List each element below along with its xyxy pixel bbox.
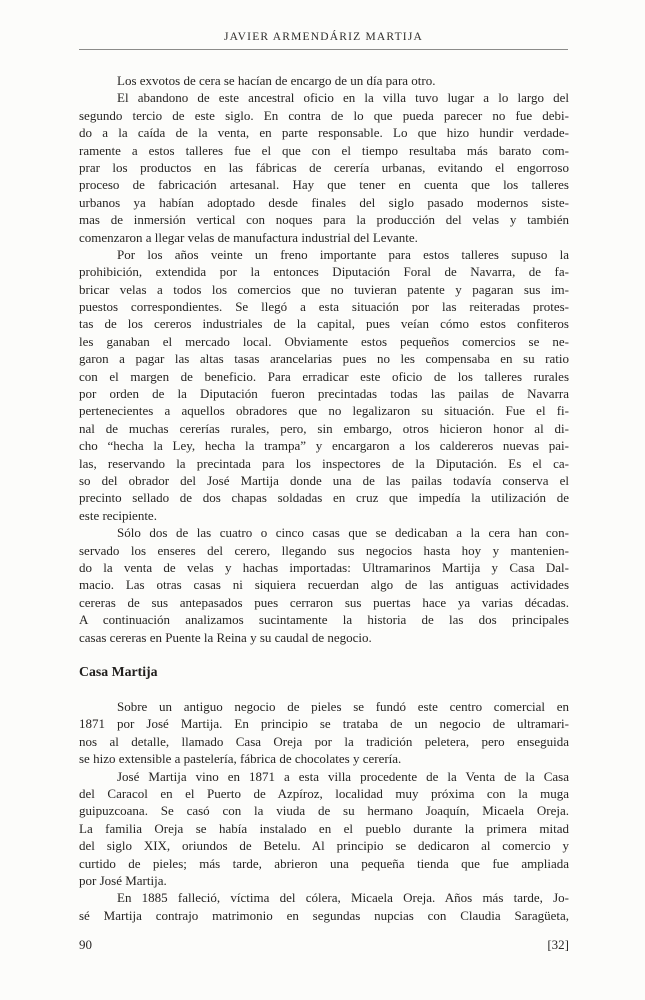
paragraph xyxy=(79,89,569,246)
text-line: José Martija vino en 1871 a esta villa procedente de la Venta de la Casa xyxy=(117,768,569,784)
text-line: precinto sellado de dos chapas soldadas en cruz que impedía la utilización de xyxy=(79,490,569,506)
text-line: do la venta de velas y hachas importadas: Ultramarinos Martija y Casa Dal- xyxy=(79,559,569,575)
text-line: del siglo XIX, oriundos de Betelu. Al principio se dedicaron al comercio y xyxy=(79,838,569,854)
text-line: curtido de pieles; más tarde, abrieron una pequeña tienda que fue ampliada xyxy=(79,855,569,871)
text-line: puestos correspondientes. Se llegó a esta situación por las reiteradas protes- xyxy=(79,299,569,315)
text-line: Por los años veinte un freno importante para estos talleres supuso la xyxy=(117,246,569,262)
text-line: bricar velas a todos los comercios que no tuvieran patente y pagaran sus im- xyxy=(79,281,569,297)
text-line: sé Martija contrajo matrimonio en segundas nupcias con Claudia Saragüeta, xyxy=(79,907,569,923)
page-number: 90 xyxy=(79,937,92,953)
text-line: este recipiente. xyxy=(79,507,157,523)
paragraph xyxy=(79,698,569,768)
paragraph xyxy=(79,246,569,524)
text-line: nal de muchas cererías rurales, pero, sin embargo, otros hicieron honor al di- xyxy=(79,420,569,436)
text-line: les ganaban el mercado local. Obviamente estos pequeños comercios se ne- xyxy=(79,333,569,349)
text-line: proceso de fabricación artesanal. Hay que tener en cuenta que los talleres xyxy=(79,177,569,193)
text-line: Los exvotos de cera se hacían de encargo de un día para otro. xyxy=(117,73,436,88)
text-line: cereras de sus antepasados pues cerraron sus puertas hace ya varias décadas. xyxy=(79,594,569,610)
section-heading: Casa Martija xyxy=(79,664,158,680)
text-line: urbanos ya habían adoptado desde finales del siglo pasado modernos siste- xyxy=(79,194,569,210)
text-line: so del obrador del José Martija donde una de las pailas todavía conserva el xyxy=(79,472,569,488)
paragraph xyxy=(79,72,569,89)
text-line: En 1885 falleció, víctima del cólera, Micaela Oreja. Años más tarde, Jo- xyxy=(117,890,569,906)
text-line: macio. Las otras casas ni siquiera recuerdan algo de las antiguas actividades xyxy=(79,577,569,593)
running-header: JAVIER ARMENDÁRIZ MARTIJA xyxy=(79,0,568,50)
text-line: prohibición, extendida por la entonces Diputación Foral de Navarra, de fa- xyxy=(79,264,569,280)
text-line: por José Martija. xyxy=(79,872,167,888)
text-line: comenzaron a llegar velas de manufactura industrial del Levante. xyxy=(79,229,418,245)
text-line: 1871 por José Martija. En principio se trataba de un negocio de ultramari- xyxy=(79,716,569,732)
text-line: por orden de la Diputación fueron precintadas todas las pailas de Navarra xyxy=(79,386,569,402)
page-footer xyxy=(79,937,569,953)
paragraph xyxy=(79,768,569,890)
text-line: A continuación analizamos sucintamente la historia de las dos principales xyxy=(79,612,569,628)
text-line: mas de inmersión vertical con noques para la producción del velas y también xyxy=(79,212,569,228)
text-line: segundo tercio de este siglo. En contra de lo que pueda parecer no fue debi- xyxy=(79,107,569,123)
text-line: prar los productos en las fábricas de cerería urbanas, evitando el engorroso xyxy=(79,159,569,175)
text-line: cho “hecha la Ley, hecha la trampa” y encargaron a los caldereros nuevas pai- xyxy=(79,438,569,454)
text-line: El abandono de este ancestral oficio en la villa tuvo lugar a lo largo del xyxy=(117,90,569,106)
text-line: tas de los cereros industriales de la capital, pues veían cómo estos confiteros xyxy=(79,316,569,332)
text-line: servado los enseres del cerero, llegando sus negocios hasta hoy y mantenien- xyxy=(79,542,569,558)
text-line: del Caracol en el Puerto de Azpíroz, localidad muy próxima con la muga xyxy=(79,786,569,802)
text-line: Sólo dos de las cuatro o cinco casas que se dedicaban a la cera han con- xyxy=(117,525,569,541)
text-line: con el margen de beneficio. Para erradicar este oficio de los talleres rurales xyxy=(79,368,569,384)
text-line: do a la caída de la venta, en parte responsable. Lo que hizo hundir verdade- xyxy=(79,125,569,141)
text-line: La familia Oreja se había instalado en el pueblo durante la primera mitad xyxy=(79,820,569,836)
paragraph xyxy=(79,889,569,924)
text-line: Sobre un antiguo negocio de pieles se fundó este centro comercial en xyxy=(117,699,569,715)
text-line: se hizo extensible a pastelería, fábrica de chocolates y cerería. xyxy=(79,751,402,767)
text-line: casas cereras en Puente la Reina y su caudal de negocio. xyxy=(79,629,372,645)
paragraph xyxy=(79,524,569,646)
text-line: las, reservando la precintada para los inspectores de la Diputación. Es el ca- xyxy=(79,455,569,471)
text-line: garon a pagar las altas tasas arancelarias pues no les compensaba en su ratio xyxy=(79,351,569,367)
text-line: nos al detalle, llamado Casa Oreja por la tradición peletera, pero enseguida xyxy=(79,733,569,749)
reference-number: [32] xyxy=(547,937,569,953)
text-line: pertenecientes a aquellos obradores que no legalizaron su situación. Fue el fi- xyxy=(79,403,569,419)
text-line: ramente a estos talleres fue el que con el tiempo resultaba más barato com- xyxy=(79,142,569,158)
page-body xyxy=(79,72,569,924)
text-line: guipuzcoana. Se casó con la viuda de su hermano Joaquín, Micaela Oreja. xyxy=(79,803,569,819)
